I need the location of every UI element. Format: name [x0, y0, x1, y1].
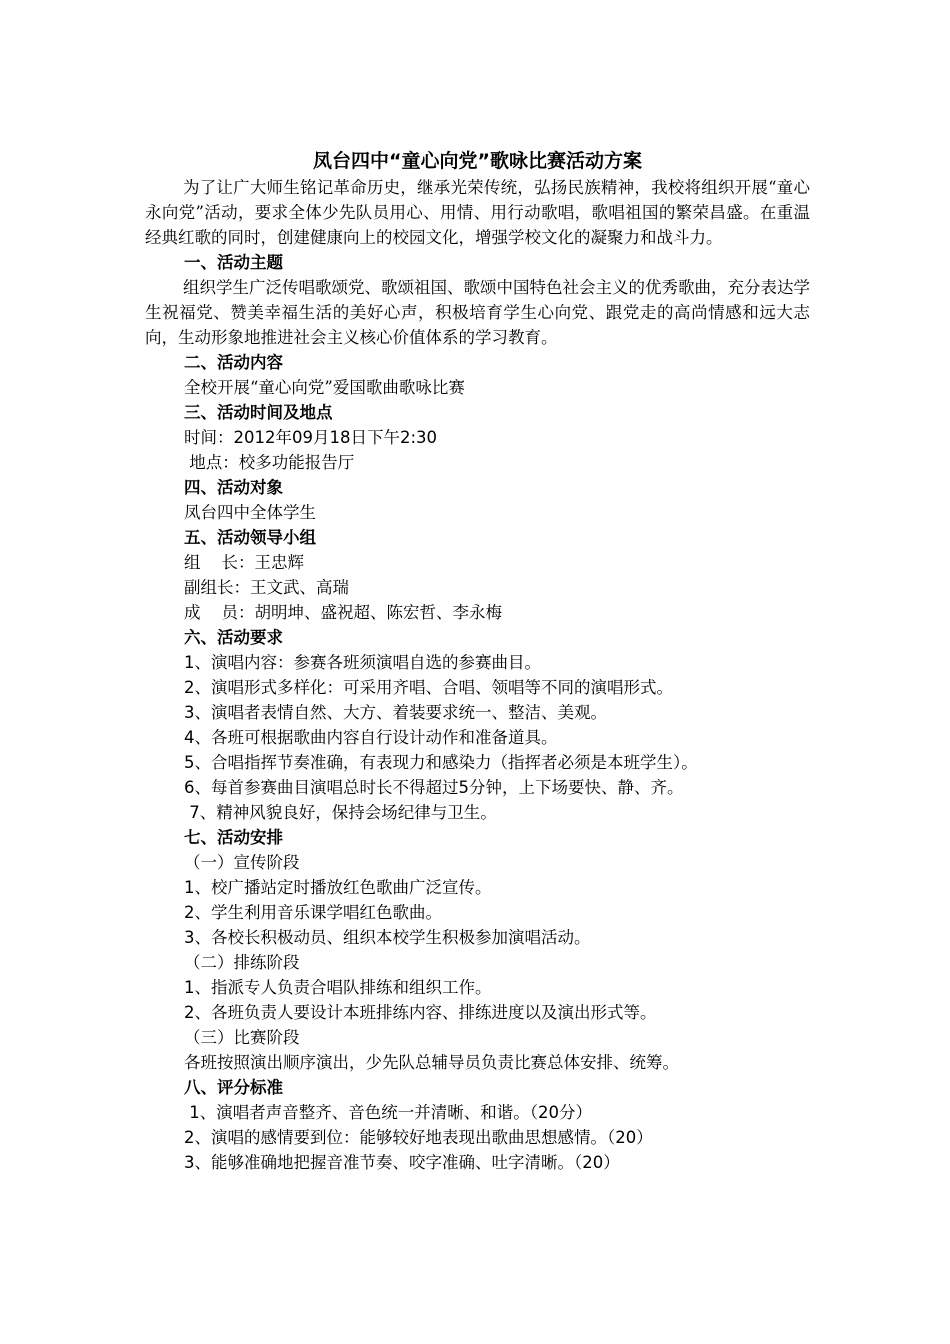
stage-1-item: 2、学生利用音乐课学唱红色歌曲。: [184, 903, 442, 922]
section-4-heading: 四、活动对象: [184, 478, 283, 497]
stage-1-item: 3、各校长积极动员、组织本校学生积极参加演唱活动。: [184, 928, 591, 947]
group-members: 成 员：胡明坤、盛祝超、陈宏哲、李永梅: [184, 603, 502, 622]
intro-paragraph: 为了让广大师生铭记革命历史，继承光荣传统，弘扬民族精神，我校将组织开展“童心永向党”活动，要求全体少先队员用心、用情、用行动歌唱，歌唱祖国的繁荣昌盛。在重温经典红歌的同时，创建健康向上的校园文化，增强学校文化的凝聚力和战斗力。: [145, 178, 810, 247]
section-5-heading: 五、活动领导小组: [184, 528, 316, 547]
stage-3-body: 各班按照演出顺序演出，少先队总辅导员负责比赛总体安排、统筹。: [184, 1053, 679, 1072]
requirement-item: 1、演唱内容：参赛各班须演唱自选的参赛曲目。: [184, 653, 541, 672]
stage-2-heading: （二）排练阶段: [184, 953, 300, 972]
section-3-heading: 三、活动时间及地点: [184, 403, 333, 422]
document-page: [145, 147, 810, 1175]
requirement-item: 3、演唱者表情自然、大方、着装要求统一、整洁、美观。: [184, 703, 607, 722]
group-deputy: 副组长：王文武、高瑞: [184, 578, 349, 597]
event-time: 时间：2012年09月18日下午2:30: [184, 428, 438, 447]
requirement-item: 4、各班可根据歌曲内容自行设计动作和准备道具。: [184, 728, 558, 747]
requirement-item: 6、每首参赛曲目演唱总时长不得超过5分钟，上下场要快、静、齐。: [184, 778, 684, 797]
event-place: 地点：校多功能报告厅: [184, 453, 355, 472]
stage-2-item: 1、指派专人负责合唱队排练和组织工作。: [184, 978, 492, 997]
section-2-body: 全校开展“童心向党”爱国歌曲歌咏比赛: [184, 378, 465, 397]
group-leader: 组 长：王忠辉: [184, 553, 304, 572]
requirement-item: 2、演唱形式多样化：可采用齐唱、合唱、领唱等不同的演唱形式。: [184, 678, 673, 697]
scoring-item: 3、能够准确地把握音准节奏、咬字准确、吐字清晰。（20）: [184, 1153, 620, 1172]
section-6-heading: 六、活动要求: [184, 628, 283, 647]
section-4-body: 凤台四中全体学生: [184, 503, 316, 522]
stage-2-item: 2、各班负责人要设计本班排练内容、排练进度以及演出形式等。: [184, 1003, 657, 1022]
stage-1-heading: （一）宣传阶段: [184, 853, 300, 872]
stage-3-heading: （三）比赛阶段: [184, 1028, 300, 1047]
section-1-heading: 一、活动主题: [184, 253, 283, 272]
section-1-body: 组织学生广泛传唱歌颂党、歌颂祖国、歌颂中国特色社会主义的优秀歌曲，充分表达学生祝福党、赞美幸福生活的美好心声，积极培育学生心向党、跟党走的高尚情感和远大志向，生动形象地推进社会主义核心价值体系的学习教育。: [145, 278, 810, 347]
section-7-heading: 七、活动安排: [184, 828, 283, 847]
document-title: 凤台四中“童心向党”歌咏比赛活动方案: [313, 150, 642, 172]
scoring-item: 2、演唱的感情要到位：能够较好地表现出歌曲思想感情。（20）: [184, 1128, 653, 1147]
scoring-item: 1、演唱者声音整齐、音色统一并清晰、和谐。（20分）: [184, 1103, 592, 1122]
requirement-item: 7、精神风貌良好，保持会场纪律与卫生。: [184, 803, 497, 822]
stage-1-item: 1、校广播站定时播放红色歌曲广泛宣传。: [184, 878, 492, 897]
requirement-item: 5、合唱指挥节奏准确，有表现力和感染力（指挥者必须是本班学生）。: [184, 753, 698, 772]
section-8-heading: 八、评分标准: [184, 1078, 283, 1097]
section-2-heading: 二、活动内容: [184, 353, 283, 372]
